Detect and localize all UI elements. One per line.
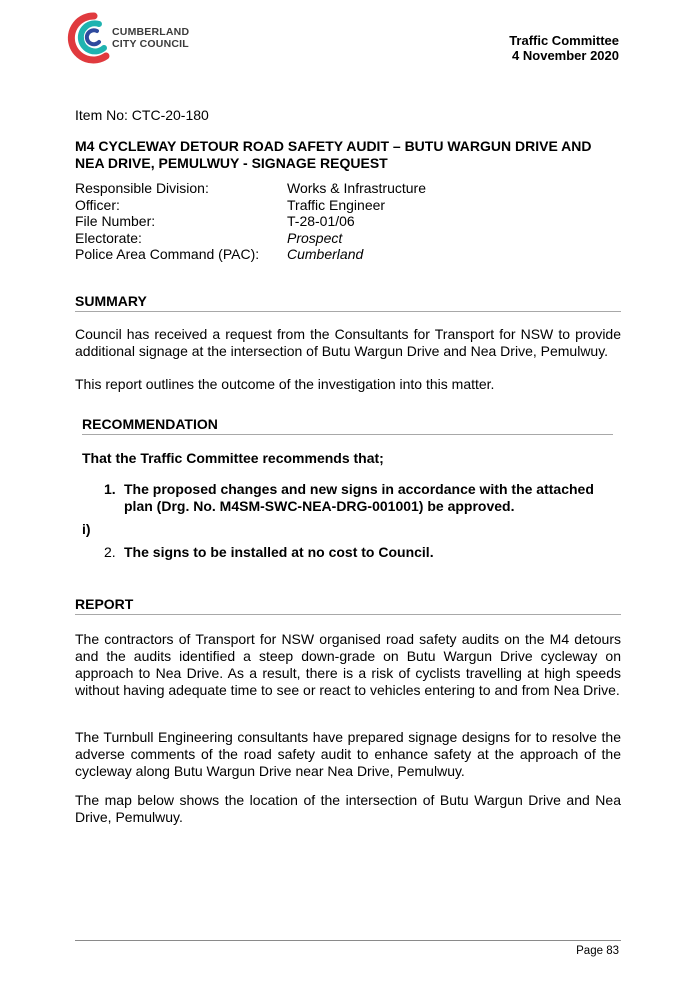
recommendation-item bbox=[104, 481, 616, 515]
report-heading: REPORT bbox=[75, 596, 621, 615]
detail-row bbox=[75, 197, 426, 214]
summary-heading: SUMMARY bbox=[75, 293, 621, 312]
logo-wordmark bbox=[112, 26, 189, 50]
recommendation-intro: That the Traffic Committee recommends that; bbox=[82, 450, 384, 466]
detail-row bbox=[75, 213, 426, 230]
report-paragraph: The map below shows the location of the intersection of Butu Wargun Drive and Nea Drive, Pemulwuy. bbox=[75, 792, 621, 825]
detail-value: Prospect bbox=[287, 229, 343, 246]
detail-label: File Number: bbox=[75, 213, 156, 229]
item-number-label: 2. bbox=[104, 544, 116, 560]
report-paragraph: The Turnbull Engineering consultants have prepared signage designs for to resolve the adverse comments of the road safety audit to enhance safety at the approach of the cycleway along Butu Wargun Drive near Nea Drive, Pemulwuy. bbox=[75, 729, 621, 779]
logo-line1: CUMBERLAND bbox=[112, 26, 190, 38]
recommendation-item bbox=[104, 544, 616, 561]
detail-label: Officer: bbox=[75, 196, 120, 213]
detail-value: Works & Infrastructure bbox=[287, 180, 427, 196]
detail-value: T-28-01/06 bbox=[287, 213, 355, 229]
detail-row bbox=[75, 230, 426, 247]
report-paragraph: The contractors of Transport for NSW organised road safety audits on the M4 detours and the audits identified a steep down-grade on Butu Wargun Drive cycleway on approach to Nea Drive. As a result, there is a risk of cyclists travelling at high speeds without having adequate time to see or react to vehicles entering to and from Nea Drive. bbox=[75, 631, 621, 698]
detail-label: Electorate: bbox=[75, 229, 142, 246]
detail-label: Responsible Division: bbox=[75, 180, 209, 196]
detail-row bbox=[75, 246, 426, 263]
item-number-label: 1. bbox=[104, 481, 116, 497]
page-number: Page 83 bbox=[576, 945, 619, 957]
detail-value: Cumberland bbox=[287, 246, 364, 262]
recommendation-heading: RECOMMENDATION bbox=[82, 416, 613, 435]
details-table bbox=[75, 180, 426, 263]
footer-divider bbox=[75, 940, 621, 941]
item-text: The proposed changes and new signs in accordance with the attached plan (Drg. No. M4SM-SWC-NEA-DRG-001001) be approved. bbox=[124, 481, 594, 514]
roman-marker: i) bbox=[82, 521, 91, 537]
item-text: The signs to be installed at no cost to Council. bbox=[124, 544, 434, 560]
header-right bbox=[509, 33, 619, 63]
summary-paragraph: Council has received a request from the Consultants for Transport for NSW to provide additional signage at the intersection of Butu Wargun Drive and Nea Drive, Pemulwuy. bbox=[75, 326, 621, 359]
logo-line2: CITY COUNCIL bbox=[112, 38, 189, 50]
committee-name: Traffic Committee bbox=[509, 33, 619, 48]
detail-value: Traffic Engineer bbox=[287, 196, 386, 213]
summary-paragraph: This report outlines the outcome of the investigation into this matter. bbox=[75, 376, 495, 392]
meeting-date: 4 November 2020 bbox=[512, 48, 619, 63]
detail-row bbox=[75, 180, 426, 197]
report-title: M4 CYCLEWAY DETOUR ROAD SAFETY AUDIT – BUTU WARGUN DRIVE AND NEA DRIVE, PEMULWUY - SIGNAGE REQUEST bbox=[75, 138, 592, 171]
logo-mark-icon bbox=[71, 16, 106, 60]
item-number: Item No: CTC-20-180 bbox=[75, 107, 209, 123]
detail-label: Police Area Command (PAC): bbox=[75, 246, 260, 262]
